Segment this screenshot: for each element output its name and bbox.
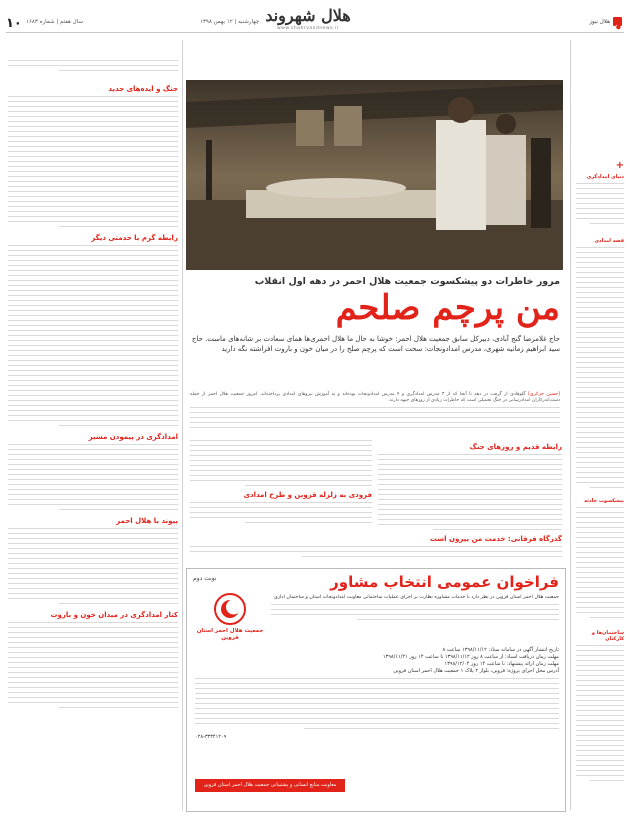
article-headline: من پرچم صلحم bbox=[335, 288, 560, 328]
subhead-6: رابطه قدیم و روزهای جنگ bbox=[469, 443, 562, 451]
ad-phone: ۰۲۸-۳۳۳۴۱۲۰۹ bbox=[195, 734, 227, 740]
section-tag bbox=[589, 17, 622, 26]
subhead-7: فرودی به زلزله قزوین و طرح امدادی bbox=[243, 491, 372, 499]
header-rule bbox=[6, 32, 624, 33]
ad-details bbox=[195, 647, 559, 740]
red-crescent-logo-icon bbox=[214, 593, 246, 625]
sidebar-subhead-2: پیشکسوت حادثه bbox=[584, 498, 624, 504]
ad-footer bbox=[195, 779, 345, 792]
ad-org: جمعیت هلال احمر استان قزوین bbox=[196, 628, 264, 641]
sidebar-subhead-3: ساختمان‌ها و کارکنان bbox=[591, 630, 624, 642]
sidebar-divider bbox=[570, 40, 571, 810]
subhead-3: امدادگری در پیمودن مسیر bbox=[88, 433, 178, 441]
ad-item-3: مهلت زمان دریافت اسناد: از ساعت ۸ روز ۱۳۹۸/۱۱/۱۲ تا ساعت ۱۴ روز ۱۳۹۸/۱۱/۲۱ bbox=[382, 654, 559, 660]
middle-column-3 bbox=[190, 532, 562, 562]
page-number: ۱۰ bbox=[6, 16, 22, 31]
ad-logo bbox=[195, 593, 265, 642]
subhead-1: جنگ و ایده‌های جدید bbox=[108, 85, 178, 93]
sidebar-column bbox=[576, 160, 624, 800]
ad-title: فراخوان عمومی انتخاب مشاور bbox=[330, 573, 559, 591]
issue-date: چهارشنبه | ۱۲ بهمن ۱۳۹۸ bbox=[200, 19, 260, 25]
ad-box bbox=[186, 568, 566, 812]
masthead-logo bbox=[262, 6, 354, 31]
section-tag-label: هلال نیوز bbox=[589, 18, 610, 25]
ad-notice: نوبت دوم bbox=[193, 575, 217, 582]
middle-column-2 bbox=[190, 440, 372, 530]
subhead-4: پیوند با هلال احمر bbox=[116, 517, 178, 525]
left-column bbox=[8, 60, 178, 820]
sidebar-plus-icon: + bbox=[615, 160, 624, 171]
red-crescent-icon bbox=[613, 17, 622, 26]
subhead-2: رابطه گرم با خدمتی دیگر bbox=[91, 234, 178, 242]
logo-url: www.shahrvandnews.ir bbox=[276, 26, 340, 31]
subhead-5: کنار امدادگری در میدان خون و باروت bbox=[50, 611, 178, 619]
subhead-8: گذرگاه فرقانی: خدمت من بیرون است bbox=[429, 535, 562, 543]
ad-item-4: مهلت زمان ارائه پیشنهاد: تا ساعت ۱۴ روز ۱۳۹۸/۱۲/۰۴ bbox=[444, 661, 559, 667]
lead-text: گلوهادی از گرفت در دهه تا آنجا که از ۳ مدرس امدادگری و ۴ مدرس امدادونجات بوده‌اند و به آموزش نیروهای امدادی پرداخته‌اند. امروز جمعیت هلال احمر از جمله دست‌اندرکاران امدادرسانی در جنگ تحمیلی است که خاطرات زیادی از روزهای جبهه دارند. bbox=[190, 392, 560, 404]
ad-body bbox=[271, 595, 559, 624]
article-kicker: مرور خاطرات دو پیشکسوت جمعیت هلال احمر در دهه اول انقلاب bbox=[254, 276, 560, 287]
byline: [حسین جزائری] bbox=[528, 392, 560, 397]
middle-column-1 bbox=[378, 440, 562, 530]
logo-text: هلال شهروند bbox=[265, 6, 351, 25]
ad-footer-text: معاونت منابع انسانی و پشتیبانی جمعیت هلال احمر استان قزوین bbox=[203, 782, 337, 788]
sidebar-title: دنیای امدادگری bbox=[586, 174, 624, 180]
main-photo bbox=[186, 80, 563, 270]
sidebar-subhead-1: قصه امدادی bbox=[594, 238, 624, 244]
issue-info: سال هفتم | شماره ۱۶۸۳ bbox=[26, 19, 83, 25]
lead-paragraph bbox=[190, 392, 560, 437]
ad-item-5: آدرس محل اجرای پروژه: قزوین، بلوار ۲ پلاک ۱ جمعیت هلال احمر استان قزوین bbox=[393, 668, 559, 674]
article-deck: حاج غلامرضا گنج آبادی، دبیرکل سابق جمعیت هلال احمر: خوشا به حال ما هلال احمری‌ها همای سعادت بر شانه‌های ماست. حاج سید ابراهیم زمانیه شهری، مدرس امدادونجات: سخت است که پرچم صلح را در میان خون و باروت افراشته نگه دارید bbox=[191, 335, 560, 353]
ad-item-1: جمعیت هلال احمر استان قزوین در نظر دارد با خدمات مشاوره نظارت بر اجرای عملیات ساختمانی معاونت امدادونجات استان و ساختمان اداری bbox=[273, 595, 559, 600]
ad-item-2: تاریخ انتشار آگهی در سامانه ستاد: ۱۳۹۸/۱۱/۱۲ ساعت ۸ bbox=[442, 647, 559, 653]
left-divider bbox=[182, 40, 183, 810]
